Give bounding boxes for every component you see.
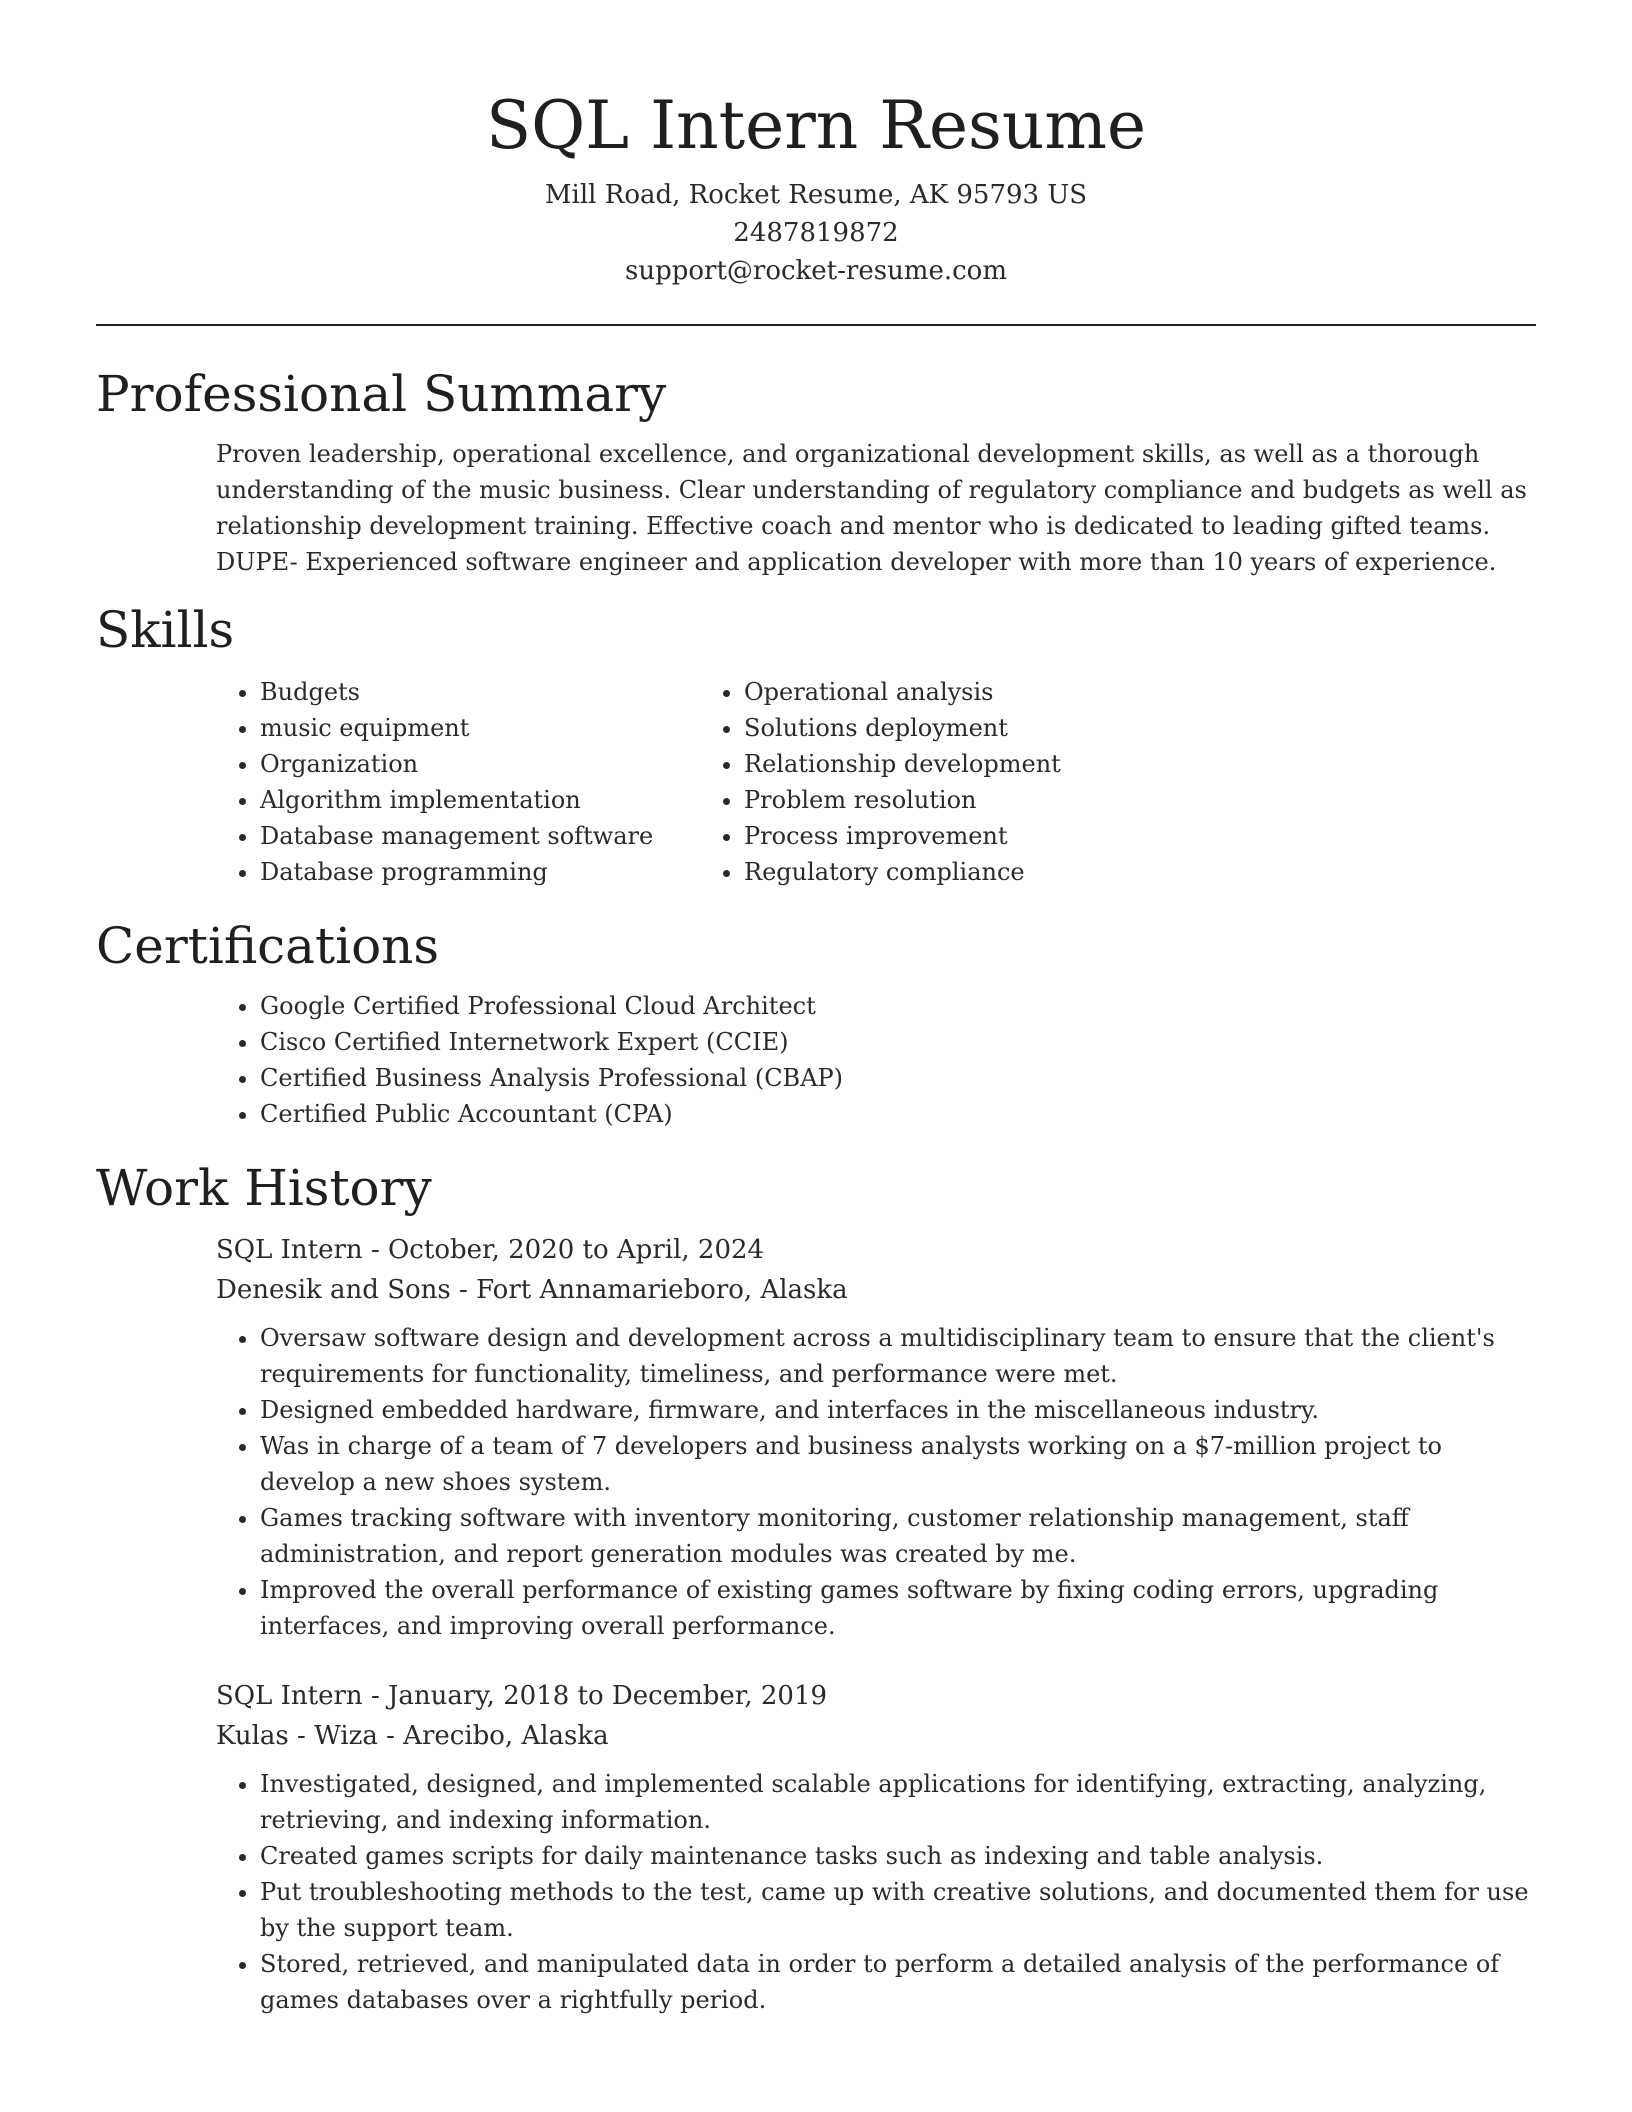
- certification-item: • Google Certified Professional Cloud Architect: [260, 988, 1536, 1024]
- job-bullet: • Put troubleshooting methods to the test, came up with creative solutions, and documented them for use by the support team.: [260, 1874, 1536, 1946]
- job-bullet: • Oversaw software design and development across a multidisciplinary team to ensure that the client's requirements for functionality, timeliness, and performance were met.: [260, 1320, 1536, 1392]
- job-bullet: • Improved the overall performance of existing games software by fixing coding errors, upgrading interfaces, and improving overall performance.: [260, 1572, 1536, 1644]
- job-entry: [216, 1230, 1536, 1644]
- job-bullet: • Stored, retrieved, and manipulated data in order to perform a detailed analysis of the performance of games databases over a rightfully period.: [260, 1946, 1536, 2018]
- certification-item: • Certified Public Accountant (CPA): [260, 1096, 1536, 1132]
- job-bullets: [216, 1320, 1536, 1644]
- job-title-line: SQL Intern - January, 2018 to December, 2019: [216, 1681, 828, 1711]
- work-history-heading: Work History: [96, 1159, 432, 1217]
- job-company-line: Denesik and Sons - Fort Annamarieboro, Alaska: [216, 1275, 848, 1305]
- contact-address: Mill Road, Rocket Resume, AK 95793 US: [544, 180, 1088, 210]
- job-company-line: Kulas - Wiza - Arecibo, Alaska: [216, 1721, 609, 1751]
- resume-page: [96, 0, 1536, 2018]
- skill-item: • music equipment: [260, 710, 744, 746]
- summary-text: Proven leadership, operational excellence, and organizational development skills, as well as a thorough understanding of the music business. Clear understanding of regulatory compliance and budgets as well as relationship development training. Effective coach and mentor who is dedicated to leading gifted teams. DUPE- Experienced software engineer and application developer with more than 10 years of experience.: [216, 440, 1527, 576]
- skill-item: • Organization: [260, 746, 744, 782]
- skill-item: • Database programming: [260, 854, 744, 890]
- job-bullet: • Games tracking software with inventory monitoring, customer relationship management, staff administration, and report generation modules was created by me.: [260, 1500, 1536, 1572]
- resume-header: [96, 0, 1536, 290]
- skill-item: • Relationship development: [744, 746, 1061, 782]
- skills-columns: [96, 674, 1536, 890]
- skill-item: • Database management software: [260, 818, 744, 854]
- job-title-line: SQL Intern - October, 2020 to April, 2024: [216, 1235, 765, 1265]
- contact-phone: 2487819872: [733, 218, 899, 248]
- skill-item: • Operational analysis: [744, 674, 1061, 710]
- job-entry: [216, 1676, 1536, 2018]
- skill-item: • Budgets: [260, 674, 744, 710]
- skills-section: [96, 600, 1536, 890]
- job-bullet: • Investigated, designed, and implemented scalable applications for identifying, extracting, analyzing, retrieving, and indexing information.: [260, 1766, 1536, 1838]
- header-divider: [96, 324, 1536, 326]
- certification-item: • Cisco Certified Internetwork Expert (CCIE): [260, 1024, 1536, 1060]
- certification-item: • Certified Business Analysis Professional (CBAP): [260, 1060, 1536, 1096]
- certifications-list: [96, 988, 1536, 1132]
- skill-item: • Process improvement: [744, 818, 1061, 854]
- work-history-section: [96, 1158, 1536, 2018]
- skills-heading: Skills: [96, 601, 235, 659]
- skill-item: • Solutions deployment: [744, 710, 1061, 746]
- job-bullet: • Was in charge of a team of 7 developers and business analysts working on a $7-million project to develop a new shoes system.: [260, 1428, 1536, 1500]
- skill-item: • Algorithm implementation: [260, 782, 744, 818]
- job-bullet: • Designed embedded hardware, firmware, and interfaces in the miscellaneous industry.: [260, 1392, 1536, 1428]
- certifications-section: [96, 916, 1536, 1132]
- resume-title: SQL Intern Resume: [485, 87, 1147, 164]
- skills-list-right: [580, 674, 1061, 890]
- job-bullets: [216, 1766, 1536, 2018]
- summary-heading: Professional Summary: [96, 365, 667, 423]
- certifications-heading: Certifications: [96, 917, 440, 975]
- skill-item: • Problem resolution: [744, 782, 1061, 818]
- contact-email: support@rocket-resume.com: [624, 256, 1007, 286]
- job-bullet: • Created games scripts for daily maintenance tasks such as indexing and table analysis.: [260, 1838, 1536, 1874]
- skill-item: • Regulatory compliance: [744, 854, 1061, 890]
- summary-section: [96, 364, 1536, 580]
